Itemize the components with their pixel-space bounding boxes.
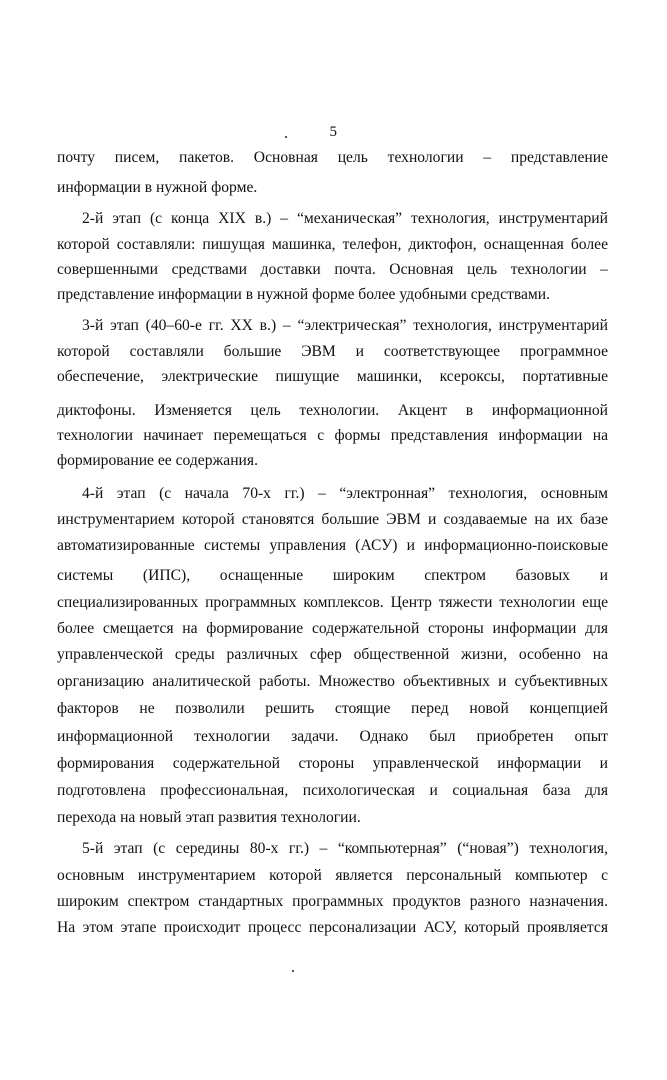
text-line: технологии начинает перемещаться с формы представления информации на [57,427,608,444]
text-line: 3-й этап (40–60-е гг. XX в.) – “электрическая” технология, инструментарий [82,317,608,334]
text-line: управленческой среды различных сфер общественной жизни, особенно на [57,646,608,663]
text-line: обеспечение, электрические пишущие машинки, ксероксы, портативные [57,368,608,385]
text-line: которой составляли большие ЭВМ и соответствующее программное [57,343,608,360]
text-line: инструментарием которой становятся большие ЭВМ и создаваемые на их базе [57,511,608,528]
text-line: информационной технологии задачи. Однако был приобретен опыт [57,728,608,745]
text-line: 4-й этап (с начала 70-х гг.) – “электронная” технология, основным [82,485,608,502]
text-line: которой составляли: пишущая машинка, телефон, диктофон, оснащенная более [57,236,608,253]
text-line: специализированных программных комплексов. Центр тяжести технологии еще [57,594,608,611]
text-line: перехода на новый этап развития технологии. [57,809,361,826]
text-line: диктофоны. Изменяется цель технологии. Акцент в информационной [57,402,608,419]
text-line: На этом этапе происходит процесс персонализации АСУ, который проявляется [57,919,608,936]
text-line: информации в нужной форме. [57,179,258,196]
text-line: более смещается на формирование содержательной стороны информации для [57,620,608,637]
text-line: формирование ее содержания. [57,452,258,469]
text-line: 2-й этап (с конца XIX в.) – “механическая” технология, инструментарий [82,210,608,227]
text-line: автоматизированные системы управления (АСУ) и информационно-поисковые [57,537,608,554]
scan-speck [285,136,287,138]
text-line: почту писем, пакетов. Основная цель технологии – представление [57,149,608,166]
text-line: подготовлена профессиональная, психологическая и социальная база для [57,782,608,799]
scan-speck [292,970,294,972]
text-line: представление информации в нужной форме более удобными средствами. [57,286,551,303]
text-line: совершенными средствами доставки почта. Основная цель технологии – [57,261,608,278]
text-line: формирования содержательной стороны управленческой информации и [57,755,608,772]
text-line: организацию аналитической работы. Множество объективных и субъективных [57,673,608,690]
text-line: широким спектром стандартных программных продуктов разного назначения. [57,893,608,910]
text-line: 5-й этап (с середины 80-х гг.) – “компьютерная” (“новая”) технология, [82,840,608,857]
page-number: 5 [329,124,338,140]
text-line: факторов не позволили решить стоящие перед новой концепцией [57,700,608,717]
text-line: основным инструментарием которой является персональный компьютер с [57,867,608,884]
text-line: системы (ИПС), оснащенные широким спектром базовых и [57,567,608,584]
